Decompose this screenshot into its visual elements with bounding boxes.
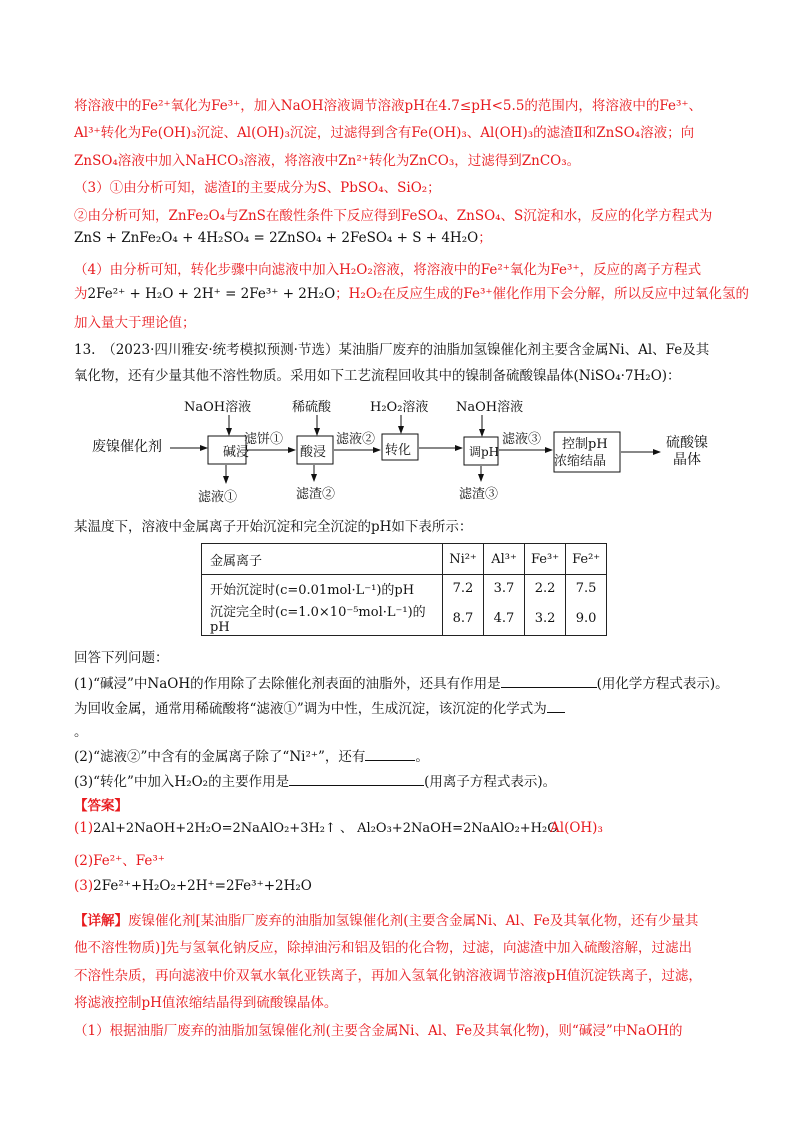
- question-line: [74, 746, 429, 767]
- feed-label: 废镍催化剂: [92, 439, 162, 455]
- question-text: (3)“转化”中加入H₂O₂的主要作用是: [74, 774, 290, 790]
- question-line: [74, 673, 729, 694]
- answer-number: (3): [74, 878, 94, 894]
- text-line: 将溶液中的Fe²⁺氧化为Fe³⁺，加入NaOH溶液调节溶液pH在4.7≤pH<5.5的范围内，将溶液中的Fe³⁺、: [74, 98, 703, 114]
- equation-line: [74, 228, 492, 248]
- answer-blank: [365, 746, 415, 761]
- table-header-cell: Fe³⁺: [525, 544, 566, 575]
- question-text: 为回收金属，通常用稀硫酸将“滤液①”调为中性，生成沉淀，该沉淀的化学式为: [74, 701, 547, 717]
- text-fragment: 为: [74, 286, 88, 302]
- reagent-label: NaOH溶液: [456, 400, 524, 415]
- table-header-cell: Ni²⁺: [443, 544, 484, 575]
- product-label: 晶体: [673, 452, 701, 468]
- answer-line: [74, 818, 603, 839]
- waste-label: 滤渣③: [459, 487, 499, 502]
- reagent-label: 稀硫酸: [292, 400, 332, 415]
- process-step-label: 碱浸: [223, 445, 250, 460]
- answer-blank: [289, 771, 424, 786]
- explanation-line: 他不溶性物质)]先与氢氧化钠反应，除掉油污和铝及铝的化合物，过滤，向滤渣中加入硫酸溶解，过滤出: [74, 940, 693, 956]
- reagent-label: NaOH溶液: [184, 400, 252, 415]
- chemical-equation: 2Al+2NaOH+2H₂O=2NaAlO₂+3H₂↑ 、 Al₂O₃+2NaOH=2NaAlO₂+H₂O: [93, 821, 558, 836]
- table-cell: 3.2: [525, 601, 566, 636]
- table-cell: 4.7: [484, 601, 525, 636]
- question-text: (1)“碱浸”中NaOH的作用除了去除催化剂表面的油脂外，还具有作用是: [74, 676, 501, 692]
- process-step-label: 浓缩结晶: [554, 454, 607, 469]
- answer-heading: 【答案】: [74, 798, 128, 814]
- reagent-label: H₂O₂溶液: [370, 400, 429, 415]
- table-cell: 8.7: [443, 601, 484, 636]
- explanation-line: （1）根据油脂厂废弃的油脂加氢镍催化剂(主要含金属Ni、Al、Fe及其氧化物)，则“碱浸”中NaOH的: [74, 1023, 683, 1039]
- chemical-equation: ZnS + ZnFe₂O₄ + 4H₂SO₄ = 2ZnSO₄ + 2FeSO₄ + S + 4H₂O: [74, 230, 479, 246]
- process-step-label: 转化: [385, 443, 412, 458]
- waste-label: 滤渣②: [296, 487, 336, 502]
- text-fragment: ；H₂O₂在反应生成的Fe³⁺催化作用下会分解，所以反应中过氧化氢的: [335, 286, 749, 302]
- ph-table: [201, 543, 607, 636]
- explanation-heading: 【详解】: [74, 913, 128, 929]
- text-line: ZnSO₄溶液中加入NaHCO₃溶液，将溶液中Zn²⁺转化为ZnCO₃，过滤得到ZnCO₃。: [74, 153, 581, 169]
- answer-line: [74, 876, 312, 896]
- question-line: 某温度下，溶液中金属离子开始沉淀和完全沉淀的pH如下表所示：: [74, 519, 473, 535]
- answer-blank: [501, 673, 597, 688]
- question-text: (用离子方程式表示)。: [424, 774, 557, 790]
- punctuation: ；: [478, 230, 492, 246]
- text-line: ②由分析可知，ZnFe₂O₄与ZnS在酸性条件下反应得到FeSO₄、ZnSO₄、S沉淀和水，反应的化学方程式为: [74, 208, 713, 224]
- ionic-equation: 2Fe²⁺+H₂O₂+2H⁺=2Fe³⁺+2H₂O: [93, 878, 312, 894]
- stream-label: 滤液③: [502, 432, 542, 447]
- stream-label: 滤液②: [336, 432, 376, 447]
- product-label: 硫酸镍: [666, 435, 708, 451]
- text-line: （4）由分析可知，转化步骤中向滤液中加入H₂O₂溶液，将溶液中的Fe²⁺氧化为Fe³⁺，反应的离子方程式: [74, 262, 702, 278]
- question-line: [74, 698, 565, 719]
- answer-blank: [547, 698, 565, 713]
- table-cell: 7.2: [443, 575, 484, 602]
- table-cell: 7.5: [566, 575, 607, 602]
- question-line: 13. （2023·四川雅安·统考模拟预测·节选）某油脂厂废弃的油脂加氢镍催化剂主要含金属Ni、Al、Fe及其: [74, 342, 710, 358]
- answer-number: (1): [74, 820, 94, 836]
- table-header-row: [202, 544, 607, 575]
- answer-line: (2)Fe²⁺、Fe³⁺: [74, 853, 165, 869]
- ionic-equation: 2Fe²⁺ + H₂O + 2H⁺ = 2Fe³⁺ + 2H₂O: [87, 286, 336, 302]
- explanation-line: 将滤液控制pH值浓缩结晶得到硫酸镍晶体。: [74, 995, 338, 1011]
- process-flow-diagram: [74, 395, 734, 513]
- process-step-label: 控制pH: [562, 437, 608, 452]
- text-line: 加入量大于理论值；: [74, 315, 196, 331]
- table-header-cell: 金属离子: [202, 544, 443, 575]
- question-line: 。: [74, 724, 88, 740]
- equation-line: [74, 284, 749, 304]
- process-step-label: 酸浸: [300, 445, 327, 460]
- explanation-line: 不溶性杂质，再向滤液中价双氧水氧化亚铁离子，再加入氢氧化钠溶液调节溶液pH值沉淀铁离子，过滤，: [74, 968, 702, 984]
- table-header-cell: Al³⁺: [484, 544, 525, 575]
- question-text: (2)“滤液②”中含有的金属离子除了“Ni²⁺”，还有: [74, 749, 366, 765]
- table-header-cell: Fe²⁺: [566, 544, 607, 575]
- table-cell: 开始沉淀时(c=0.01mol·L⁻¹)的pH: [202, 575, 443, 602]
- explanation-line: [74, 911, 698, 931]
- explanation-text: 废镍催化剂[某油脂厂废弃的油脂加氢镍催化剂(主要含金属Ni、Al、Fe及其氧化物，还有少量其: [128, 913, 699, 929]
- table-row: [202, 601, 607, 636]
- text-line: Al³⁺转化为Fe(OH)₃沉淀、Al(OH)₃沉淀，过滤得到含有Fe(OH)₃、Al(OH)₃的滤渣Ⅱ和ZnSO₄溶液；向: [74, 125, 695, 141]
- table-cell: 9.0: [566, 601, 607, 636]
- question-line: 回答下列问题：: [74, 650, 169, 666]
- answer-text: Al(OH)₃: [550, 820, 603, 836]
- table-cell: 3.7: [484, 575, 525, 602]
- table-cell: 沉淀完全时(c=1.0×10⁻⁵mol·L⁻¹)的pH: [202, 601, 443, 636]
- waste-label: 滤液①: [198, 490, 238, 505]
- table-row: [202, 575, 607, 602]
- table-cell: 2.2: [525, 575, 566, 602]
- process-step-label: 调pH: [469, 445, 500, 459]
- text-line: （3）①由分析可知，滤渣Ⅰ的主要成分为S、PbSO₄、SiO₂；: [74, 180, 441, 196]
- question-line: 氧化物，还有少量其他不溶性物质。采用如下工艺流程回收其中的镍制备硫酸镍晶体(NiSO₄·7H₂O)：: [74, 368, 681, 384]
- stream-label: 滤饼①: [244, 432, 284, 447]
- question-line: [74, 771, 556, 792]
- question-text: (用化学方程式表示)。: [596, 676, 729, 692]
- question-text: 。: [415, 749, 429, 765]
